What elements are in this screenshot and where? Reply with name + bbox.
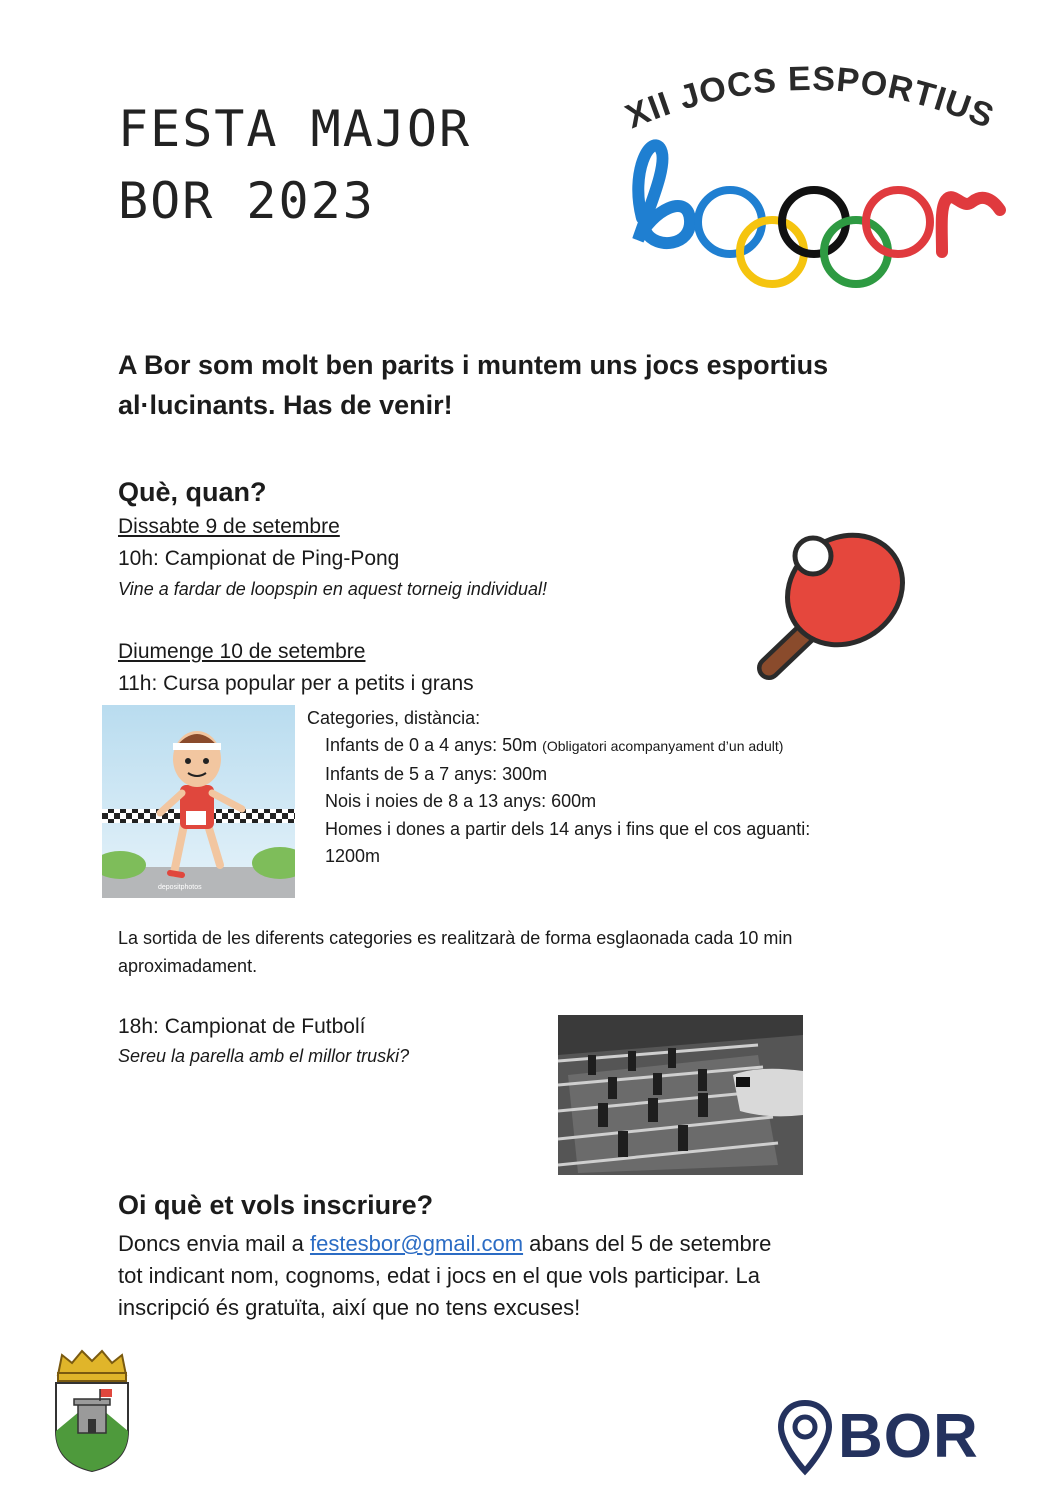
pingpong-tagline: Vine a fardar de loopspin en aquest torneig individual! bbox=[118, 579, 547, 599]
registration-text bbox=[118, 1228, 998, 1324]
category-item bbox=[325, 843, 810, 871]
start-note bbox=[118, 924, 998, 980]
race-event: 11h: Cursa popular per a petits i grans bbox=[118, 672, 474, 695]
location-pin-icon bbox=[775, 1397, 835, 1479]
registration-line-3: inscripció és gratuïta, així que no tens excuses! bbox=[118, 1295, 581, 1320]
registration-line-1-post: abans del 5 de setembre bbox=[523, 1231, 772, 1256]
categories-title: Categories, distància: bbox=[307, 708, 481, 728]
runner-image bbox=[102, 705, 295, 898]
intro-text bbox=[118, 345, 978, 425]
games-logo bbox=[590, 60, 1030, 290]
categories-list bbox=[325, 732, 810, 871]
category-item bbox=[325, 761, 810, 789]
category-text: 1200m bbox=[325, 846, 381, 866]
saturday-date: Dissabte 9 de setembre bbox=[118, 515, 340, 538]
coat-of-arms-icon bbox=[50, 1345, 135, 1475]
category-note: (Obligatori acompanyament d’un adult) bbox=[542, 738, 784, 754]
start-note-line-1: La sortida de les diferents categories es realitzarà de forma esglaonada cada 10 min bbox=[118, 928, 793, 948]
ping-pong-paddle-icon bbox=[755, 530, 915, 680]
registration-line-2: tot indicant nom, cognoms, edat i jocs en el que vols participar. La bbox=[118, 1263, 761, 1288]
start-note-line-2: aproximadament. bbox=[118, 956, 258, 976]
foosball-tagline: Sereu la parella amb el millor truski? bbox=[118, 1046, 410, 1066]
registration-heading: Oi què et vols inscriure? bbox=[118, 1190, 434, 1220]
category-text: Nois i noies de 8 a 13 anys: 600m bbox=[325, 791, 597, 811]
foosball-event: 18h: Campionat de Futbolí bbox=[118, 1015, 366, 1038]
category-item bbox=[325, 816, 810, 844]
logo-letter-r bbox=[942, 197, 1000, 252]
registration-line-1 bbox=[118, 1228, 998, 1260]
intro-line-2: al·lucinants. Has de venir! bbox=[118, 390, 453, 420]
category-text: Infants de 0 a 4 anys: 50m bbox=[325, 735, 538, 755]
title-line-2: BOR 2023 bbox=[118, 172, 375, 230]
intro-line-1: A Bor som molt ben parits i muntem uns jocs esportius bbox=[118, 350, 829, 380]
category-item bbox=[325, 788, 810, 816]
schedule-heading: Què, quan? bbox=[118, 477, 267, 507]
runner-watermark: depositphotos bbox=[158, 884, 202, 891]
registration-line-1-pre: Doncs envia mail a bbox=[118, 1231, 310, 1256]
title-line-1: FESTA MAJOR bbox=[118, 100, 472, 158]
pingpong-event: 10h: Campionat de Ping-Pong bbox=[118, 547, 400, 570]
category-text: Homes i dones a partir dels 14 anys i fins que el cos aguanti: bbox=[325, 818, 811, 839]
logo-arc-text: XII JOCS ESPORTIUS bbox=[620, 60, 1000, 137]
sunday-date: Diumenge 10 de setembre bbox=[118, 640, 366, 663]
foosball-photo bbox=[558, 1015, 803, 1175]
category-item bbox=[325, 732, 810, 761]
email-link[interactable]: festesbor@gmail.com bbox=[309, 1231, 524, 1256]
footer-brand: BOR bbox=[838, 1402, 979, 1471]
logo-letter-b bbox=[638, 145, 690, 243]
category-text: Infants de 5 a 7 anys: 300m bbox=[325, 763, 548, 784]
